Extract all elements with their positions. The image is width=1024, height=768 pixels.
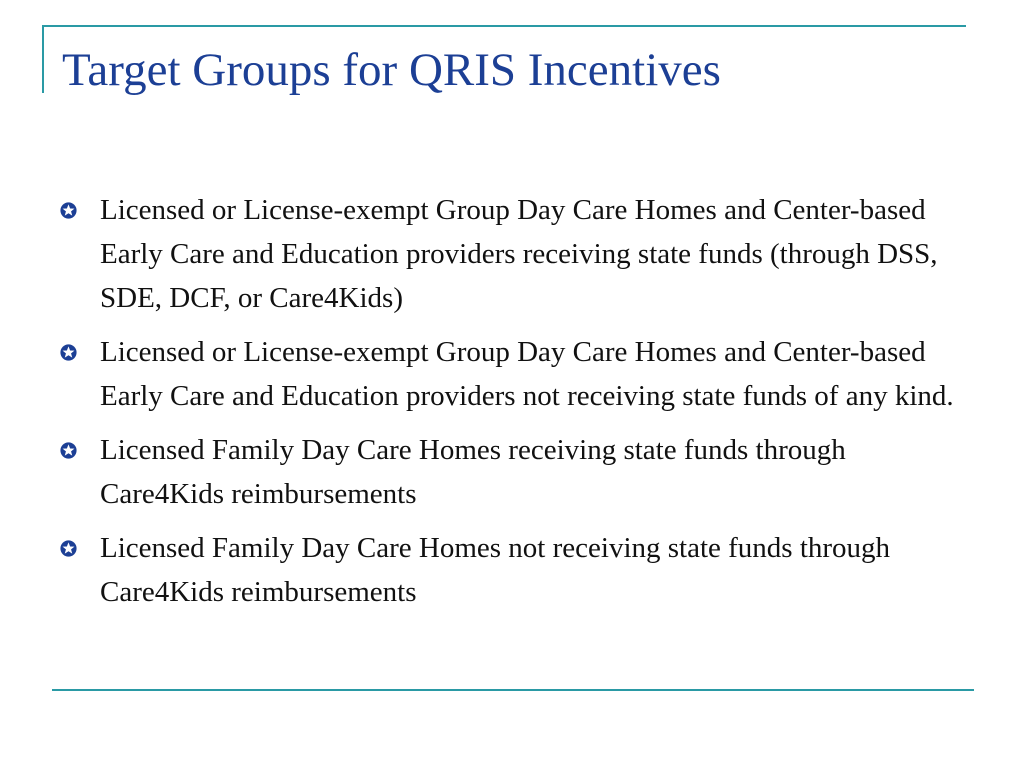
bullet-item: [60, 428, 960, 516]
star-in-circle-icon: [60, 540, 77, 557]
bullet-text: Licensed Family Day Care Homes not receiving state funds through Care4Kids reimbursements: [100, 532, 891, 608]
star-in-circle-icon: [60, 202, 77, 219]
star-in-circle-icon: [60, 344, 77, 361]
bullet-text: Licensed or License-exempt Group Day Care Homes and Center-based Early Care and Education providers receiving state funds (through DSS, SDE, DCF, or Care4Kids): [100, 194, 938, 314]
bullet-item: [60, 188, 960, 320]
bullet-item: [60, 330, 960, 418]
slide-title: Target Groups for QRIS Incentives: [62, 44, 721, 96]
star-in-circle-icon: [60, 442, 77, 459]
bullet-list: [60, 188, 960, 624]
bullet-item: [60, 526, 960, 614]
bottom-divider-line: [52, 689, 974, 691]
title-frame-vertical-line: [42, 25, 44, 93]
bullet-text: Licensed Family Day Care Homes receiving state funds through Care4Kids reimbursements: [100, 434, 846, 510]
bullet-text: Licensed or License-exempt Group Day Care Homes and Center-based Early Care and Education providers not receiving state funds of any kind.: [100, 336, 954, 412]
title-frame-horizontal-line: [42, 25, 966, 27]
